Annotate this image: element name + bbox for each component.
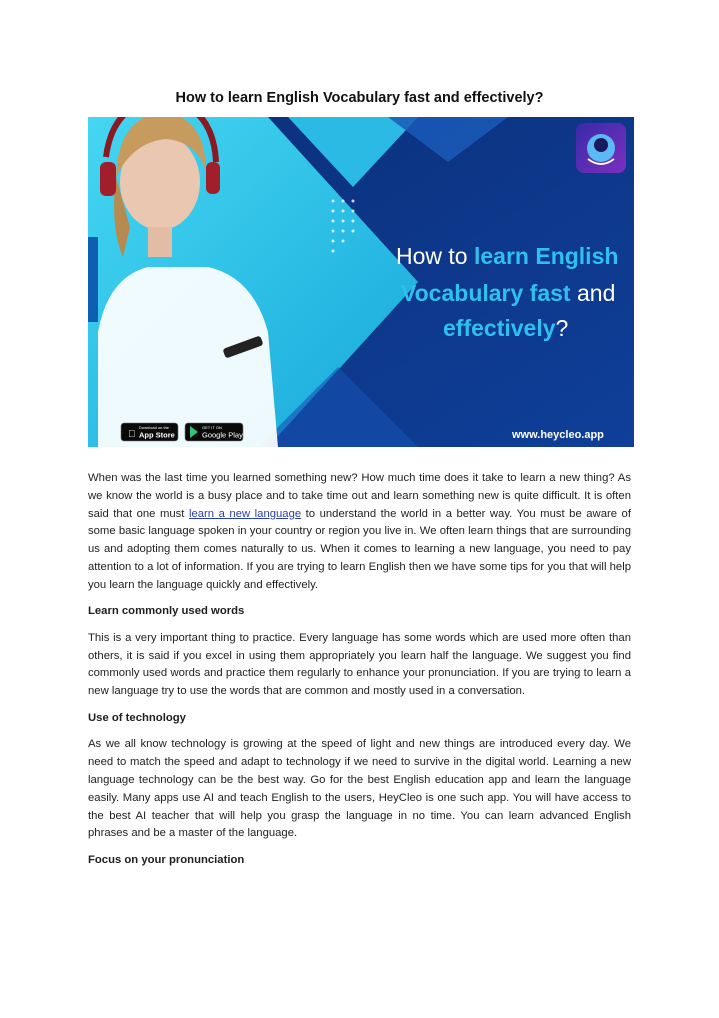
hero-website: www.heycleo.app [512, 429, 604, 441]
intro-text-before: When was the last time you learned something new? How much time does it take to learn a new thing? As we know the world is a busy place and to take time out and learn something new is quite difficult. It is often said that one must [88, 472, 631, 520]
hero-line2-accent: Vocabulary fast [401, 280, 571, 306]
section-heading-technology: Use of technology [88, 711, 186, 724]
hero-banner [88, 117, 634, 447]
svg-text:Vocabulary fast and [401, 280, 615, 306]
apple-icon [128, 429, 136, 440]
page-title: How to learn English Vocabulary fast and effectively? [175, 90, 544, 106]
appstore-big-label: App Store [139, 430, 175, 440]
googleplay-big-label: Google Play [202, 430, 243, 440]
google-play-badge[interactable] [185, 423, 243, 441]
hero-line2-plain: and [570, 280, 616, 306]
svg-text:How to learn English [396, 243, 618, 269]
paragraph-technology: As we all know technology is growing at the speed of light and new things are introduced every day. We need to match the speed and adapt to technology if we need to survive in the digital world. Learning a new language technology can be the best way. Go for the best English education app and learn the language easily. Many apps use AI and teach English to the users, HeyCleo is one such app. You will have access to the best AI teacher that will help you grasp the language in no time. You can learn advanced English phrases and be a master of the language. [88, 738, 631, 840]
hero-illustration [88, 117, 634, 447]
hero-line3-plain: ? [555, 315, 569, 341]
intro-text-after: to understand the world in a better way. You must be aware of some basic language spoken in your country or region you live in. We often learn things that are surrounding us and adopting them comes naturally to us. When it comes to learning a new language, you need to pay attention to a lot of information. If you are trying to learn English then we have some tips for you that will help you learn the language quickly and effectively. [88, 507, 631, 591]
heycleo-logo [576, 123, 626, 173]
appstore-small-label: Download on the [139, 425, 170, 430]
hero-line1-plain: How to [396, 243, 474, 269]
svg-text:effectively? [443, 315, 568, 341]
section-heading-common-words: Learn commonly used words [88, 605, 245, 618]
googleplay-small-label: GET IT ON [202, 425, 222, 430]
hero-line3-accent: effectively [443, 315, 556, 341]
intro-paragraph [88, 470, 631, 595]
app-store-badge[interactable] [121, 423, 178, 441]
article-body [88, 470, 631, 878]
section-heading-pronunciation: Focus on your pronunciation [88, 853, 245, 866]
hero-line1-accent: learn English [473, 243, 619, 269]
paragraph-common-words: This is a very important thing to practice. Every language has some words which are used more often than others, it is said if you excel in using them appropriately you learn half the language. We suggest you find commonly used words and practice them regularly to enhance your pronunciation. If you are trying to learn a new language try to use the words that are common and mostly used in a conversation. [88, 631, 631, 698]
learn-language-link[interactable]: learn a new language [188, 507, 302, 520]
